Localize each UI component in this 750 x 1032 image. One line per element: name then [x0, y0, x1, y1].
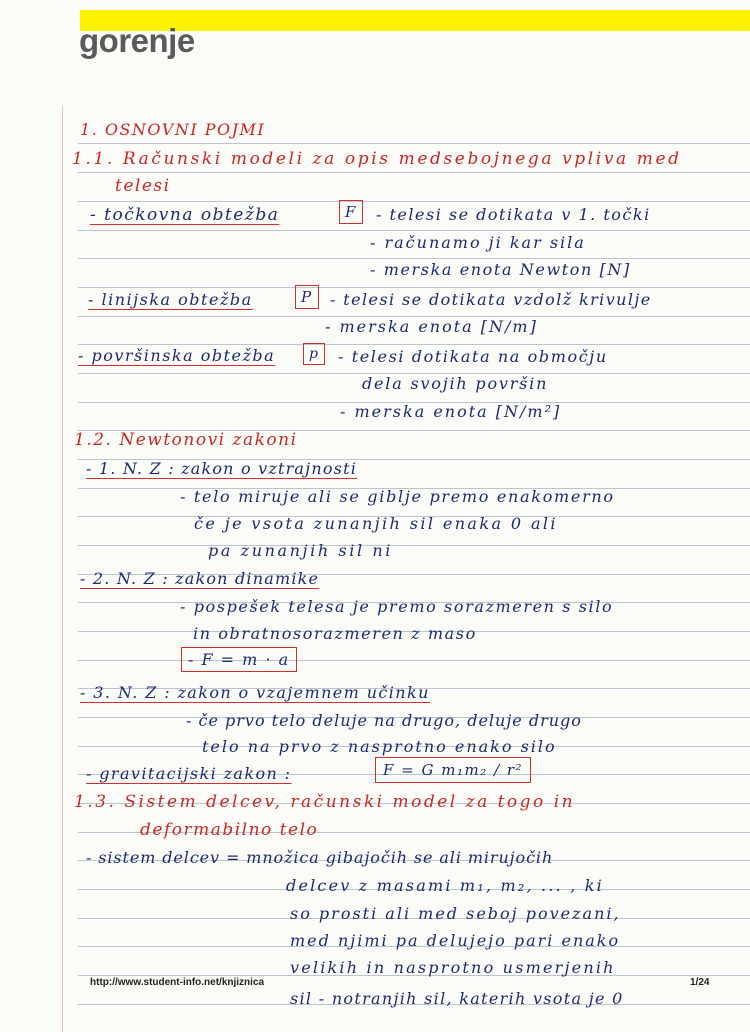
note-line: - merska enota [N/m] — [325, 317, 538, 336]
formula-box: - F = m · a — [184, 650, 294, 669]
formula-box: F = G m₁m₂ / r² — [378, 760, 528, 780]
law-heading: - 3. N. Z : zakon o vzajemnem učinku — [80, 683, 430, 702]
note-line: in obratnosorazmeren z maso — [193, 624, 477, 643]
note-line: - sistem delcev = množica gibajočih se ali mirujočih — [86, 848, 554, 867]
note-line: - merska enota [N/m²] — [340, 402, 562, 421]
note-line: telo na prvo z nasprotno enako silo — [202, 737, 557, 756]
note-line: - točkovna obtežba — [90, 205, 280, 225]
note-line: - telo miruje ali se giblje premo enakomerno — [180, 487, 615, 506]
note-line: delcev z masami m₁, m₂, ... , ki — [286, 876, 604, 895]
page-number: 1/24 — [690, 977, 710, 988]
ruled-line — [78, 660, 750, 661]
footer-url: http://www.student-info.net/knjiznica — [90, 977, 265, 988]
note-line: pa zunanjih sil ni — [208, 541, 393, 560]
ruled-line — [78, 143, 750, 144]
note-line: - površinska obtežba — [78, 346, 276, 365]
note-line: med njimi pa delujejo pari enako — [290, 931, 621, 950]
note-line: velikih in nasprotno usmerjenih — [290, 958, 616, 977]
ruled-line — [78, 287, 750, 288]
ruled-line — [78, 545, 750, 546]
section-heading: 1. OSNOVNI POJMI — [80, 120, 266, 139]
note-line: so prosti ali med seboj povezani, — [290, 904, 621, 923]
subsection-heading: 1.3. Sistem delcev, računski model za togo in — [74, 792, 576, 812]
formula-box: P — [298, 288, 316, 306]
note-line: - telesi dotikata na območju — [338, 347, 608, 366]
note-line: - računamo ji kar sila — [370, 233, 586, 252]
ruled-line — [78, 344, 750, 345]
note-line: - pospešek telesa je premo sorazmeren s silo — [180, 597, 614, 616]
subsection-heading-cont: deformabilno telo — [140, 820, 319, 840]
subsection-heading: 1.2. Newtonovi zakoni — [74, 430, 298, 450]
formula-box: p — [306, 346, 322, 362]
note-line: - linijska obtežba — [88, 290, 253, 309]
subsection-heading: 1.1. Računski modeli za opis medsebojnega vpliva med — [72, 149, 682, 169]
margin-line — [62, 105, 63, 1032]
note-line: sil - notranjih sil, katerih vsota je 0 — [290, 989, 624, 1008]
ruled-line — [78, 201, 750, 202]
note-line: - telesi se dotikata vzdolž krivulje — [330, 290, 652, 309]
ruled-line — [78, 230, 750, 231]
note-line: - telesi se dotikata v 1. točki — [376, 205, 651, 224]
brand-logo: gorenje — [79, 22, 195, 59]
note-line: če je vsota zunanjih sil enaka 0 ali — [194, 514, 558, 533]
law-heading: - 2. N. Z : zakon dinamike — [80, 569, 320, 588]
ruled-line — [78, 172, 750, 173]
note-line: - merska enota Newton [N] — [370, 260, 631, 279]
law-heading: - gravitacijski zakon : — [86, 764, 292, 783]
law-heading: - 1. N. Z : zakon o vztrajnosti — [86, 459, 358, 478]
subsection-heading-cont: telesi — [115, 176, 171, 196]
note-line: dela svojih površin — [362, 374, 549, 393]
note-line: - če prvo telo deluje na drugo, deluje drugo — [186, 711, 582, 730]
ruled-line — [78, 258, 750, 259]
formula-box: F — [342, 203, 360, 221]
